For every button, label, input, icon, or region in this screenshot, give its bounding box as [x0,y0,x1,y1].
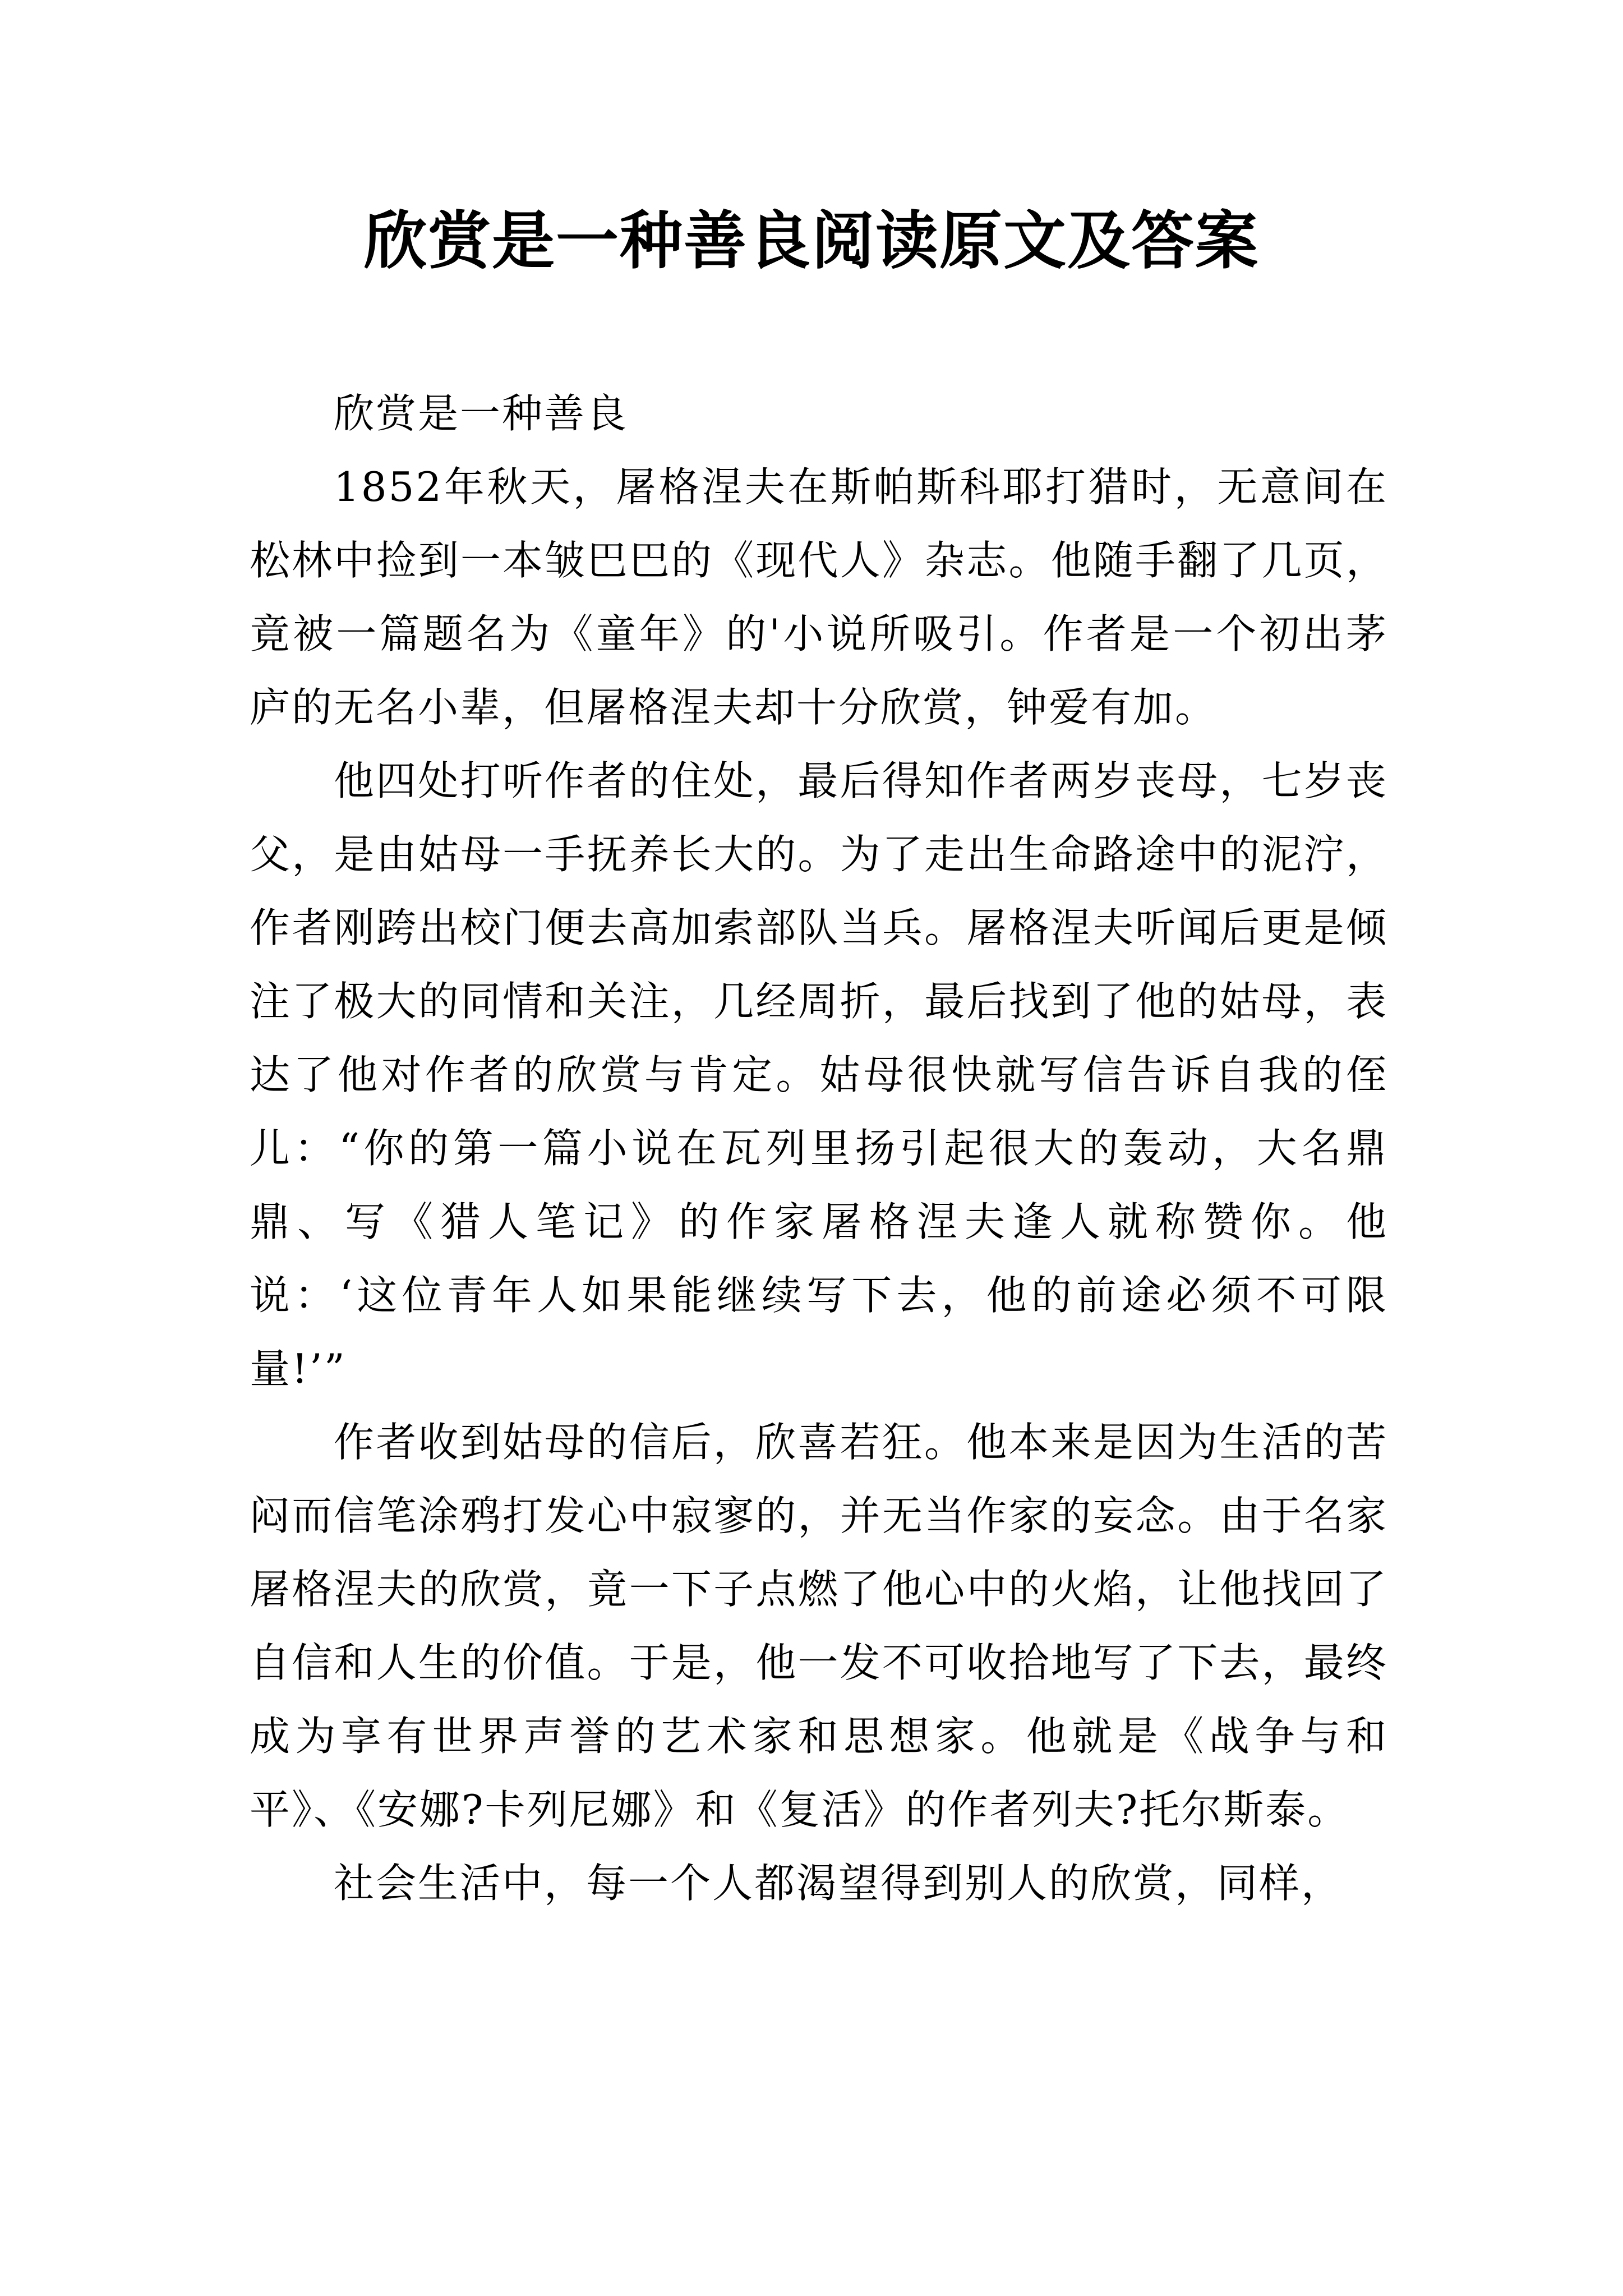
paragraph: 作者收到姑母的信后，欣喜若狂。他本来是因为生活的苦闷而信笔涂鸦打发心中寂寥的，并无当作家的妄念。由于名家屠格涅夫的欣赏，竟一下子点燃了他心中的火焰，让他找回了自信和人生的价值。于是，他一发不可收拾地写了下去，最终成为享有世界声誉的艺术家和思想家。他就是《战争与和平》、《安娜?卡列尼娜》和《复活》的作者列夫?托尔斯泰。 [250,1419,1388,1833]
document-title: 欣赏是一种善良阅读原文及答案 [364,204,1259,278]
paragraph: 1852年秋天，屠格涅夫在斯帕斯科耶打猎时，无意间在松林中捡到一本皱巴巴的《现代人》杂志。他随手翻了几页，竟被一篇题名为《童年》的'小说所吸引。作者是一个初出茅庐的无名小辈，但屠格涅夫却十分欣赏，钟爱有加。 [250,463,1388,731]
paragraph-subtitle: 欣赏是一种善良 [334,390,629,437]
paragraph: 社会生活中，每一个人都渴望得到别人的欣赏，同样， [334,1860,1344,1907]
paragraph: 他四处打听作者的住处，最后得知作者两岁丧母，七岁丧父，是由姑母一手抚养长大的。为了走出生命路途中的泥泞，作者刚跨出校门便去高加索部队当兵。屠格涅夫听闻后更是倾注了极大的同情和关注，几经周折，最后找到了他的姑母，表达了他对作者的欣赏与肯定。姑母很快就写信告诉自我的侄儿：“你的第一篇小说在瓦列里扬引起很大的轰动，大名鼎鼎、写《猎人笔记》的作家屠格涅夫逢人就称赞你。他说：‘这位青年人如果能继续写下去，他的前途必须不可限量!’” [250,757,1388,1392]
document-body [250,377,1388,1920]
